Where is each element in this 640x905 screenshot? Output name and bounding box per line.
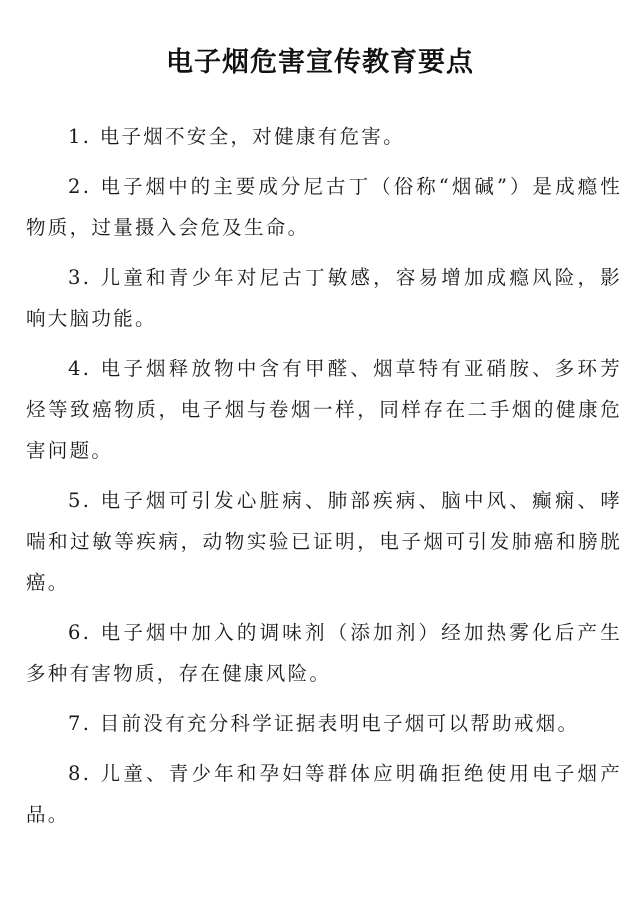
key-point-3: 3. 儿童和青少年对尼古丁敏感，容易增加成瘾风险，影响大脑功能。 — [26, 266, 622, 330]
page-title: 电子烟危害宣传教育要点 — [166, 47, 474, 78]
key-point-8: 8. 儿童、青少年和孕妇等群体应明确拒绝使用电子烟产品。 — [26, 762, 622, 826]
key-point-1: 1. 电子烟不安全，对健康有危害。 — [68, 125, 405, 148]
key-point-7: 7. 目前没有充分科学证据表明电子烟可以帮助戒烟。 — [68, 712, 580, 735]
key-point-6: 6. 电子烟中加入的调味剂（添加剂）经加热雾化后产生多种有害物质，存在健康风险。 — [26, 621, 622, 685]
key-point-4: 4. 电子烟释放物中含有甲醛、烟草特有亚硝胺、多环芳烃等致癌物质，电子烟与卷烟一样，同样存在二手烟的健康危害问题。 — [26, 357, 622, 462]
key-points-list — [26, 116, 622, 844]
key-point-2: 2. 电子烟中的主要成分尼古丁（俗称“烟碱”）是成瘾性物质，过量摄入会危及生命。 — [26, 175, 622, 239]
key-point-5: 5. 电子烟可引发心脏病、肺部疾病、脑中风、癫痫、哮喘和过敏等疾病，动物实验已证明，电子烟可引发肺癌和膀胱癌。 — [26, 489, 622, 594]
